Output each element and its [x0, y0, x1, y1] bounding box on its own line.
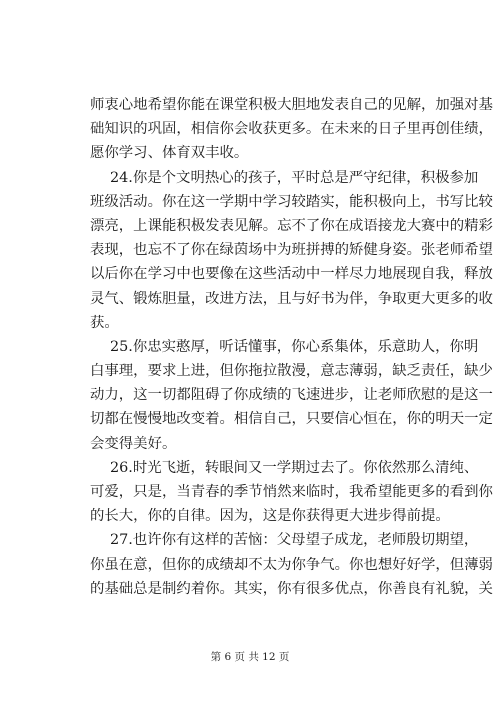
paragraph-26-start: 26.时光飞逝，转眼间又一学期过去了。你依然那么清纯、	[110, 459, 479, 476]
text-line: 获。	[90, 314, 119, 331]
text-line: 以后你在学习中也要像在这些活动中一样尽力地展现自我，释放	[90, 266, 493, 283]
text-line: 切都在慢慢地改变着。相信自己，只要信心恒在，你的明天一定	[90, 411, 493, 428]
text-line: 的长大，你的自律。因为，这是你获得更大进步得前提。	[90, 508, 450, 525]
text-line: 灵气、锻炼胆量，改进方法，且与好书为伴，争取更大更多的收	[90, 290, 493, 307]
text-line: 会变得美好。	[90, 435, 177, 452]
text-line: 白事理，要求上进，但你拖拉散漫，意志薄弱，缺乏责任，缺少	[90, 363, 493, 380]
text-line: 你虽在意，但你的成绩却不太为你争气。你也想好好学，但薄弱	[90, 556, 493, 573]
body-text	[90, 93, 493, 601]
text-line: 漂亮，上课能积极发表见解。忘不了你在成语接龙大赛中的精彩	[90, 217, 493, 234]
paragraph-27-start: 27.也许你有这样的苦恼：父母望子成龙，老师殷切期望，	[110, 532, 479, 549]
text-line: 础知识的巩固，相信你会收获更多。在未来的日子里再创佳绩，	[90, 121, 493, 138]
text-line: 班级活动。你在这一学期中学习较踏实，能积极向上，书写比较	[90, 193, 493, 210]
text-line: 的基础总是制约着你。其实，你有很多优点，你善良有礼貌，关	[90, 580, 493, 597]
text-line: 表现，也忘不了你在绿茵场中为班拼搏的矫健身姿。张老师希望	[90, 242, 493, 259]
page-footer: 第 6 页 共 12 页	[210, 651, 290, 663]
text-line: 愿你学习、体育双丰收。	[90, 145, 249, 162]
paragraph-24-start: 24.你是个文明热心的孩子，平时总是严守纪律，积极参加	[110, 169, 479, 186]
paragraph-25-start: 25.你忠实憨厚，听话懂事，你心系集体，乐意助人，你明	[110, 338, 479, 355]
text-line: 动力，这一切都阻碍了你成绩的飞速进步，让老师欣慰的是这一	[90, 387, 493, 404]
text-line: 可爱，只是，当青春的季节悄然来临时，我希望能更多的看到你	[90, 484, 493, 500]
text-line: 师衷心地希望你能在课堂积极大胆地发表自己的见解，加强对基	[90, 97, 493, 113]
